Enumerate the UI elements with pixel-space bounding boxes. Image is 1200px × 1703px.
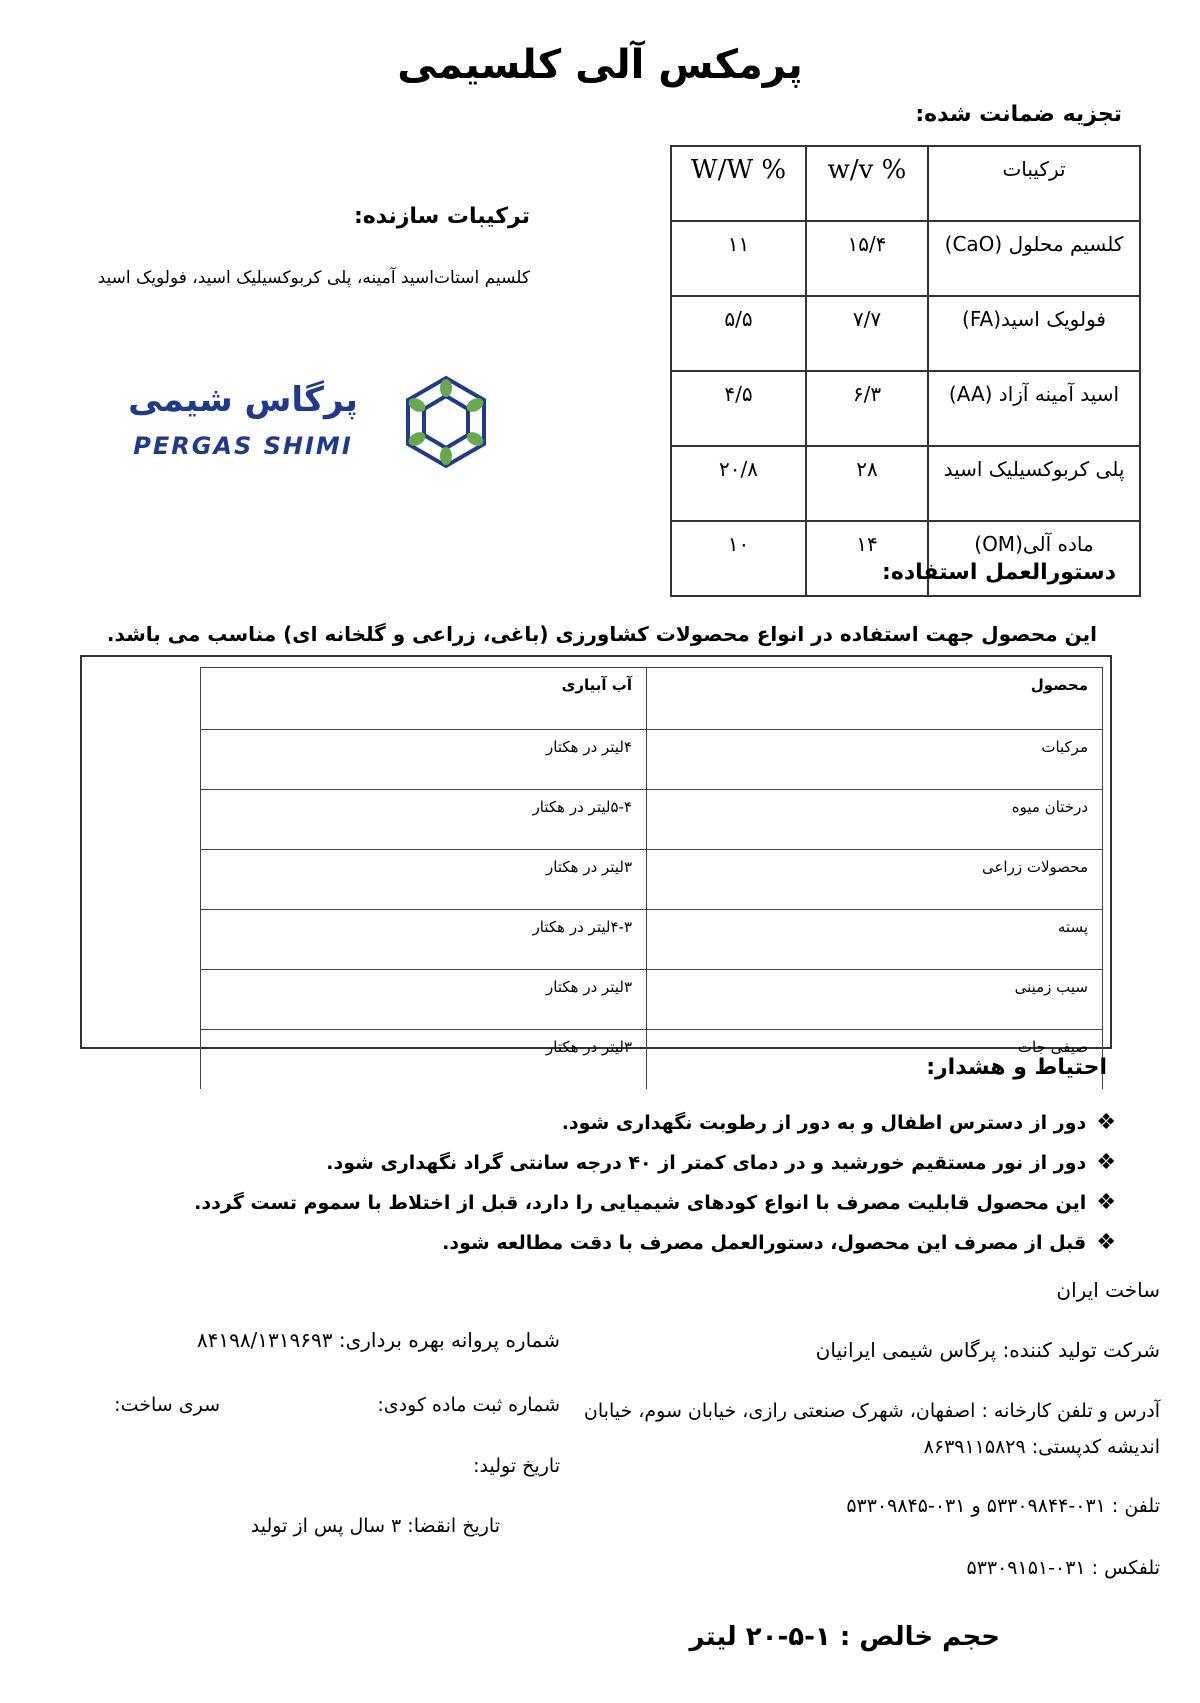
warning-item [326,1150,1116,1175]
analysis-row [671,371,1140,446]
usage-cell-crop: صیفی جات [647,1030,1103,1090]
fax: تلفکس : ۰۳۱-۵۳۳۰۹۱۵۱ [966,1557,1160,1579]
warning-text: قبل از مصرف این محصول، دستورالعمل مصرف با دقت مطالعه شود. [442,1231,1087,1254]
analysis-cell-wv: ۱۵/۴ [806,221,928,296]
usage-cell-crop: مرکبات [647,730,1103,790]
usage-header-row [201,668,1103,730]
address-line2: اندیشه کدپستی: ۸۶۳۹۱۱۵۸۲۹ [923,1436,1160,1458]
license-number: شماره پروانه بهره برداری: ۸۴۱۹۸/۱۳۱۹۶۹۳ [196,1328,560,1352]
analysis-row [671,221,1140,296]
usage-row [201,970,1103,1030]
usage-cell-crop: پسته [647,910,1103,970]
analysis-cell-wv: ۲۸ [806,446,928,521]
phone: تلفن : ۰۳۱-۵۳۳۰۹۸۴۴ و ۰۳۱-۵۳۳۰۹۸۴۵ [846,1495,1160,1517]
address-line1: آدرس و تلفن کارخانه : اصفهان، شهرک صنعتی رازی، خیابان سوم، خیابان [583,1400,1160,1422]
analysis-cell-ww: ۵/۵ [671,296,806,371]
logo-text-fa: پرگاس شیمی [128,380,358,420]
made-in: ساخت ایران [1056,1278,1160,1302]
registration-number: شماره ثبت ماده کودی: [377,1394,560,1416]
usage-header-crop: محصول [647,668,1103,730]
usage-cell-dose: ۴-۳لیتر در هکتار [201,910,647,970]
manufacturer: شرکت تولید کننده: پرگاس شیمی ایرانیان [815,1338,1160,1362]
analysis-heading: تجزیه ضمانت شده: [915,102,1122,127]
usage-cell-crop: سیب زمینی [647,970,1103,1030]
analysis-cell-name: پلی کربوکسیلیک اسید [928,446,1140,521]
analysis-cell-wv: ۱۴ [806,521,928,596]
analysis-row [671,296,1140,371]
company-logo [118,374,496,474]
analysis-cell-ww: ۲۰/۸ [671,446,806,521]
usage-cell-dose: ۳لیتر در هکتار [201,1030,647,1090]
analysis-header-row [671,146,1140,221]
diamond-bullet-icon: ❖ [1096,1110,1116,1135]
usage-box [80,655,1112,1056]
warning-item [562,1110,1116,1135]
usage-cell-dose: ۳لیتر در هکتار [201,970,647,1030]
analysis-header-ww: W/W % [671,146,806,221]
analysis-cell-ww: ۴/۵ [671,371,806,446]
warning-item [442,1230,1116,1255]
analysis-cell-name: فولویک اسید(FA) [928,296,1140,371]
analysis-row [671,446,1140,521]
analysis-cell-ww: ۱۱ [671,221,806,296]
analysis-table [670,145,1141,597]
analysis-cell-wv: ۷/۷ [806,296,928,371]
ingredients-heading: ترکیبات سازنده: [353,204,530,229]
usage-cell-dose: ۵-۴لیتر در هکتار [201,790,647,850]
diamond-bullet-icon: ❖ [1096,1150,1116,1175]
diamond-bullet-icon: ❖ [1096,1190,1116,1215]
usage-heading: دستورالعمل استفاده: [882,560,1116,585]
net-volume: حجم خالص : ۱-۵-۲۰ لیتر [689,1622,1000,1652]
warning-text: دور از دسترس اطفال و به دور از رطوبت نگهداری شود. [561,1111,1087,1134]
logo-text-en: PERGAS SHIMI [133,432,353,460]
batch-number: سری ساخت: [114,1394,220,1416]
expiry-date: تاریخ انقضا: ۳ سال پس از تولید [250,1515,500,1537]
warning-text: دور از نور مستقیم خورشید و در دمای کمتر از ۴۰ درجه سانتی گراد نگهداری شود. [326,1151,1087,1174]
usage-row [201,790,1103,850]
usage-cell-dose: ۴لیتر در هکتار [201,730,647,790]
usage-cell-dose: ۳لیتر در هکتار [201,850,647,910]
usage-cell-crop: محصولات زراعی [647,850,1103,910]
analysis-header-name: ترکیبات [928,146,1140,221]
page-title: پرمکس آلی کلسیمی [397,42,803,88]
analysis-cell-name: اسید آمینه آزاد (AA) [928,371,1140,446]
usage-cell-crop: درختان میوه [647,790,1103,850]
analysis-cell-ww: ۱۰ [671,521,806,596]
analysis-cell-wv: ۶/۳ [806,371,928,446]
analysis-cell-name: کلسیم محلول (CaO) [928,221,1140,296]
usage-row [201,910,1103,970]
usage-row [201,850,1103,910]
analysis-header-wv: w/v % [806,146,928,221]
warning-item [194,1190,1116,1215]
diamond-bullet-icon: ❖ [1096,1230,1116,1255]
usage-table [200,667,1103,1089]
usage-intro: این محصول جهت استفاده در انواع محصولات کشاورزی (باغی، زراعی و گلخانه ای) مناسب می باشد. [106,622,1097,646]
warnings-heading: احتیاط و هشدار: [926,1055,1107,1080]
ingredients-text: کلسیم استات‌اسید آمینه، پلی کربوکسیلیک اسید، فولویک اسید [97,268,530,288]
usage-header-dose: آب آبیاری [201,668,647,730]
warning-text: این محصول قابلیت مصرف با انواع کودهای شیمیایی را دارد، قبل از اختلاط با سموم تست گردد. [194,1191,1087,1214]
analysis-cell-name: ماده آلی(OM) [928,521,1140,596]
production-date: تاریخ تولید: [473,1455,560,1477]
usage-row [201,730,1103,790]
